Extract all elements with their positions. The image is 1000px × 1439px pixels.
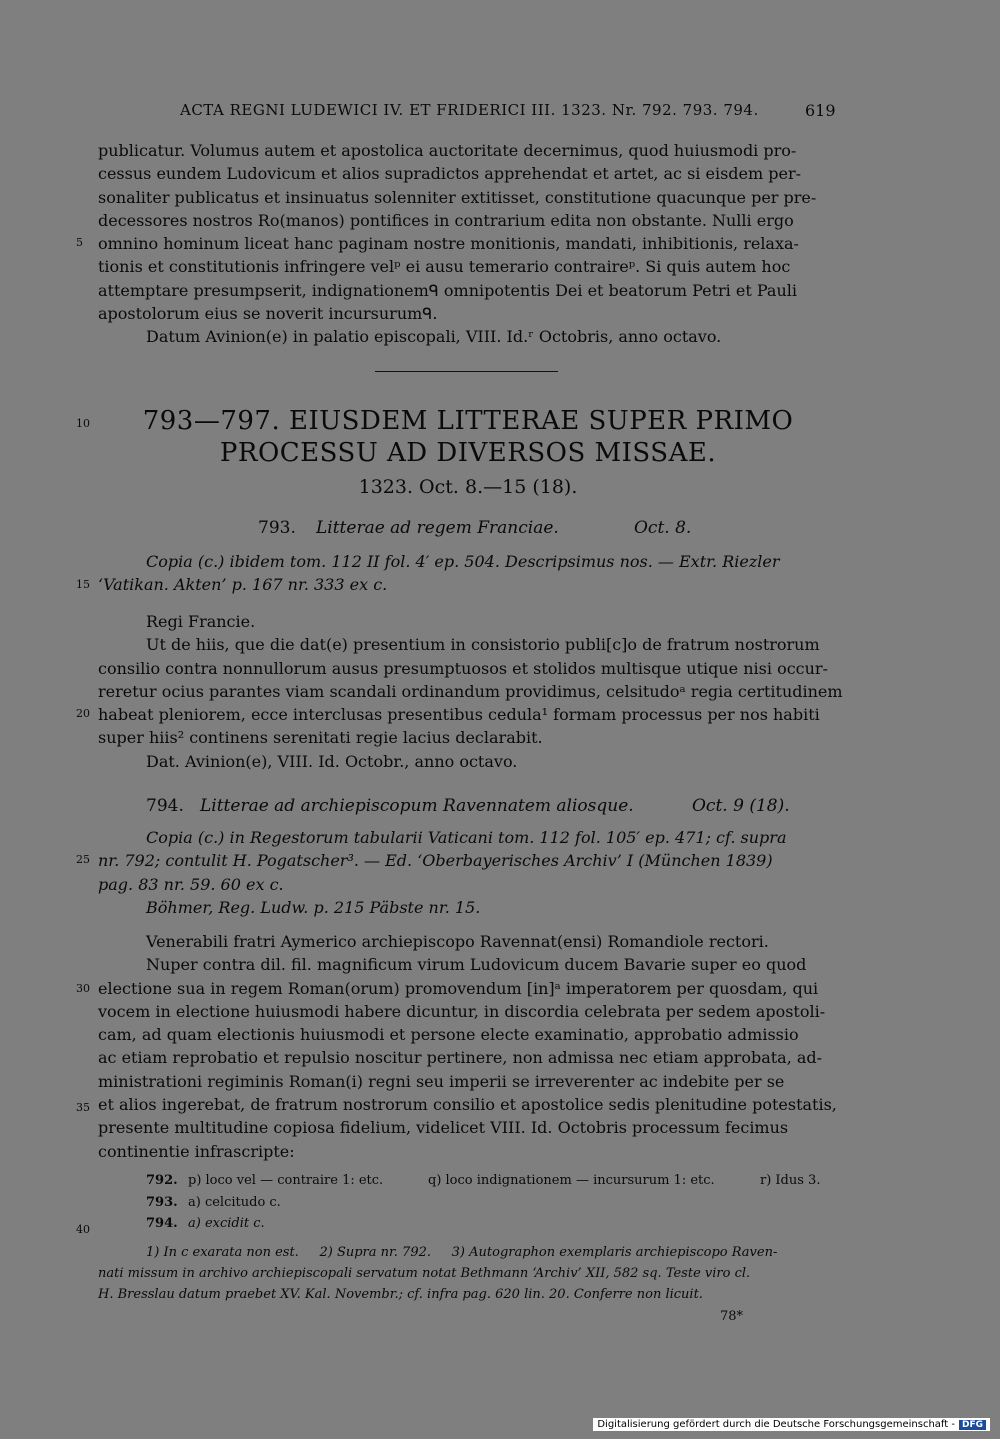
line-number: 30 — [76, 982, 90, 995]
text-block-792-end — [98, 139, 838, 349]
footnote-line: nati missum in archivo archiepiscopali servatum notat Bethmann ‘Archiv’ XII, 582 sq. Teste viro cl. — [98, 1266, 751, 1281]
section-heading-line2: PROCESSU AD DIVERSOS MISSAE. — [219, 438, 717, 468]
note-794-a: a) excidit c. — [188, 1216, 265, 1231]
doc793-number: 793. — [258, 518, 296, 538]
source-line: pag. 83 nr. 59. 60 ex c. — [98, 874, 284, 894]
doc794-date: Oct. 9 (18). — [692, 796, 790, 816]
line-number: 20 — [76, 707, 90, 720]
text-line: tionis et constitutionis infringere velᵖ ei ausu temerario contraireᵖ. Si quis autem hoc — [98, 257, 791, 277]
address-line: Venerabili fratri Aymerico archiepiscopo Ravennat(ensi) Romandiole rectori. — [146, 932, 769, 951]
text-line: super hiis² continens serenitati regie lacius declarabit. — [98, 728, 543, 748]
text-line: Nuper contra dil. fil. magnificum virum Ludovicum ducem Bavarie super eo quod — [146, 955, 807, 975]
doc793-text — [98, 610, 843, 773]
text-line: cessus eundem Ludovicum et alios supradictos apprehendat et artet, ac si eisdem per- — [98, 164, 802, 184]
text-line: et alios ingerebat, de fratrum nostrorum consilio et apostolice sedis plenitudine potestatis, — [98, 1095, 837, 1115]
source-line: Copia (c.) ibidem tom. 112 II fol. 4′ ep. 504. Descripsimus nos. — Extr. Riezler — [146, 552, 780, 571]
text-line: ministrationi regiminis Roman(i) regni seu imperii se irreverenter ac indebite per se — [98, 1071, 785, 1091]
text-line: vocem in electione huiusmodi habere dicuntur, in discordia celebrata per sedem apostoli- — [98, 1001, 826, 1021]
running-title: ACTA REGNI LUDEWICI IV. ET FRIDERICI III. 1323. Nr. 792. 793. 794. — [180, 101, 759, 119]
line-number: 15 — [76, 578, 90, 591]
text-line: attemptare presumpserit, indignationemᑫ omnipotentis Dei et beatorum Petri et Pauli — [98, 280, 797, 300]
doc793-date: Oct. 8. — [634, 518, 692, 538]
doc793-source — [98, 550, 838, 597]
text-line: consilio contra nonnullorum ausus presumptuosos et stolidos multisque utique nisi occur- — [98, 658, 828, 678]
footnotes — [98, 1242, 838, 1305]
note-793-label: 793. — [146, 1195, 178, 1210]
text-line: presente multitudine copiosa fidelium, videlicet VIII. Id. Octobris processum fecimus — [98, 1118, 789, 1138]
text-line: electione sua in regem Roman(orum) promovendum [in]ᵃ imperatorem per quosdam, qui — [98, 978, 819, 998]
text-line: continentie infrascripte: — [98, 1141, 295, 1161]
page-number: 619 — [805, 101, 836, 120]
source-line: Copia (c.) in Regestorum tabularii Vaticani tom. 112 fol. 105′ ep. 471; cf. supra — [146, 828, 787, 847]
text-line: cam, ad quam electionis huiusmodi et persone electe examinatio, approbatio admissio — [98, 1025, 799, 1045]
text-line: decessores nostros Ro(manos) pontifices in contrarium edita non obstante. Nulli ergo — [98, 210, 794, 230]
note-792-r: r) Idus 3. — [760, 1173, 821, 1188]
section-heading-date: 1323. Oct. 8.—15 (18). — [358, 476, 578, 498]
note-792-p: p) loco vel — contraire 1: etc. — [188, 1173, 384, 1188]
source-line: nr. 792; contulit H. Pogatscher³. — Ed. ‘Oberbayerisches Archiv’ I (München 1839) — [98, 851, 773, 871]
reference-line: Böhmer, Reg. Ludw. p. 215 Päbste nr. 15. — [146, 897, 481, 917]
line-number: 5 — [76, 236, 83, 249]
line-number: 25 — [76, 853, 90, 866]
text-line: reretur ocius parantes viam scandali ordinandum providimus, celsitudoᵃ regia certitudinem — [98, 681, 843, 701]
text-line: apostolorum eius se noverit incursurumᑫ. — [98, 304, 438, 324]
line-number: 10 — [76, 417, 90, 430]
datum-line: Dat. Avinion(e), VIII. Id. Octobr., anno octavo. — [146, 751, 518, 771]
footer-text: Digitalisierung gefördert durch die Deutsche Forschungsgemeinschaft - — [597, 1419, 955, 1430]
doc794-title: Litterae ad archiepiscopum Ravennatem aliosque. — [200, 796, 634, 816]
note-792-q: q) loco indignationem — incursurum 1: etc. — [428, 1173, 715, 1188]
note-792-label: 792. — [146, 1173, 178, 1188]
footnote-line: H. Bresslau datum praebet XV. Kal. Novembr.; cf. infra pag. 620 lin. 20. Conferre non licuit. — [98, 1287, 703, 1302]
note-793-a: a) celcitudo c. — [188, 1195, 281, 1210]
doc794-text — [98, 930, 838, 1163]
section-divider — [375, 371, 558, 372]
line-number: 40 — [76, 1223, 90, 1236]
doc793-title: Litterae ad regem Franciae. — [316, 518, 559, 538]
line-number: 35 — [76, 1101, 90, 1114]
text-line: sonaliter publicatus et insinuatus solenniter extitisset, constitutione quacunque per pre- — [98, 187, 817, 207]
doc794-source — [98, 826, 838, 919]
footnote-line: 1) In c exarata non est. 2) Supra nr. 792. 3) Autographon exemplaris archiepiscopo Raven- — [146, 1245, 778, 1260]
text-line: omnino hominum liceat hanc paginam nostre monitionis, mandati, inhibitionis, relaxa- — [98, 234, 799, 254]
datum-line: Datum Avinion(e) in palatio episcopali, VIII. Id.ʳ Octobris, anno octavo. — [146, 327, 722, 347]
address-line: Regi Francie. — [146, 612, 256, 631]
text-line: Ut de hiis, que die dat(e) presentium in consistorio publi[c]o de fratrum nostrorum — [146, 635, 820, 655]
note-794-label: 794. — [146, 1216, 178, 1231]
signature-mark: 78* — [720, 1309, 744, 1324]
section-heading-line1: 793—797. EIUSDEM LITTERAE SUPER PRIMO — [142, 406, 794, 436]
source-line: ‘Vatikan. Akten’ p. 167 nr. 333 ex c. — [98, 575, 388, 595]
dfg-logo: DFG — [959, 1420, 986, 1430]
digitization-footer — [593, 1418, 990, 1431]
text-line: habeat pleniorem, ecce interclusas presentibus cedula¹ formam processus per nos habiti — [98, 705, 820, 725]
text-line: ac etiam reprobatio et repulsio noscitur pertinere, non admissa nec etiam approbata, ad- — [98, 1048, 823, 1068]
text-line: publicatur. Volumus autem et apostolica auctoritate decernimus, quod huiusmodi pro- — [98, 141, 797, 160]
doc794-number: 794. — [146, 796, 184, 816]
